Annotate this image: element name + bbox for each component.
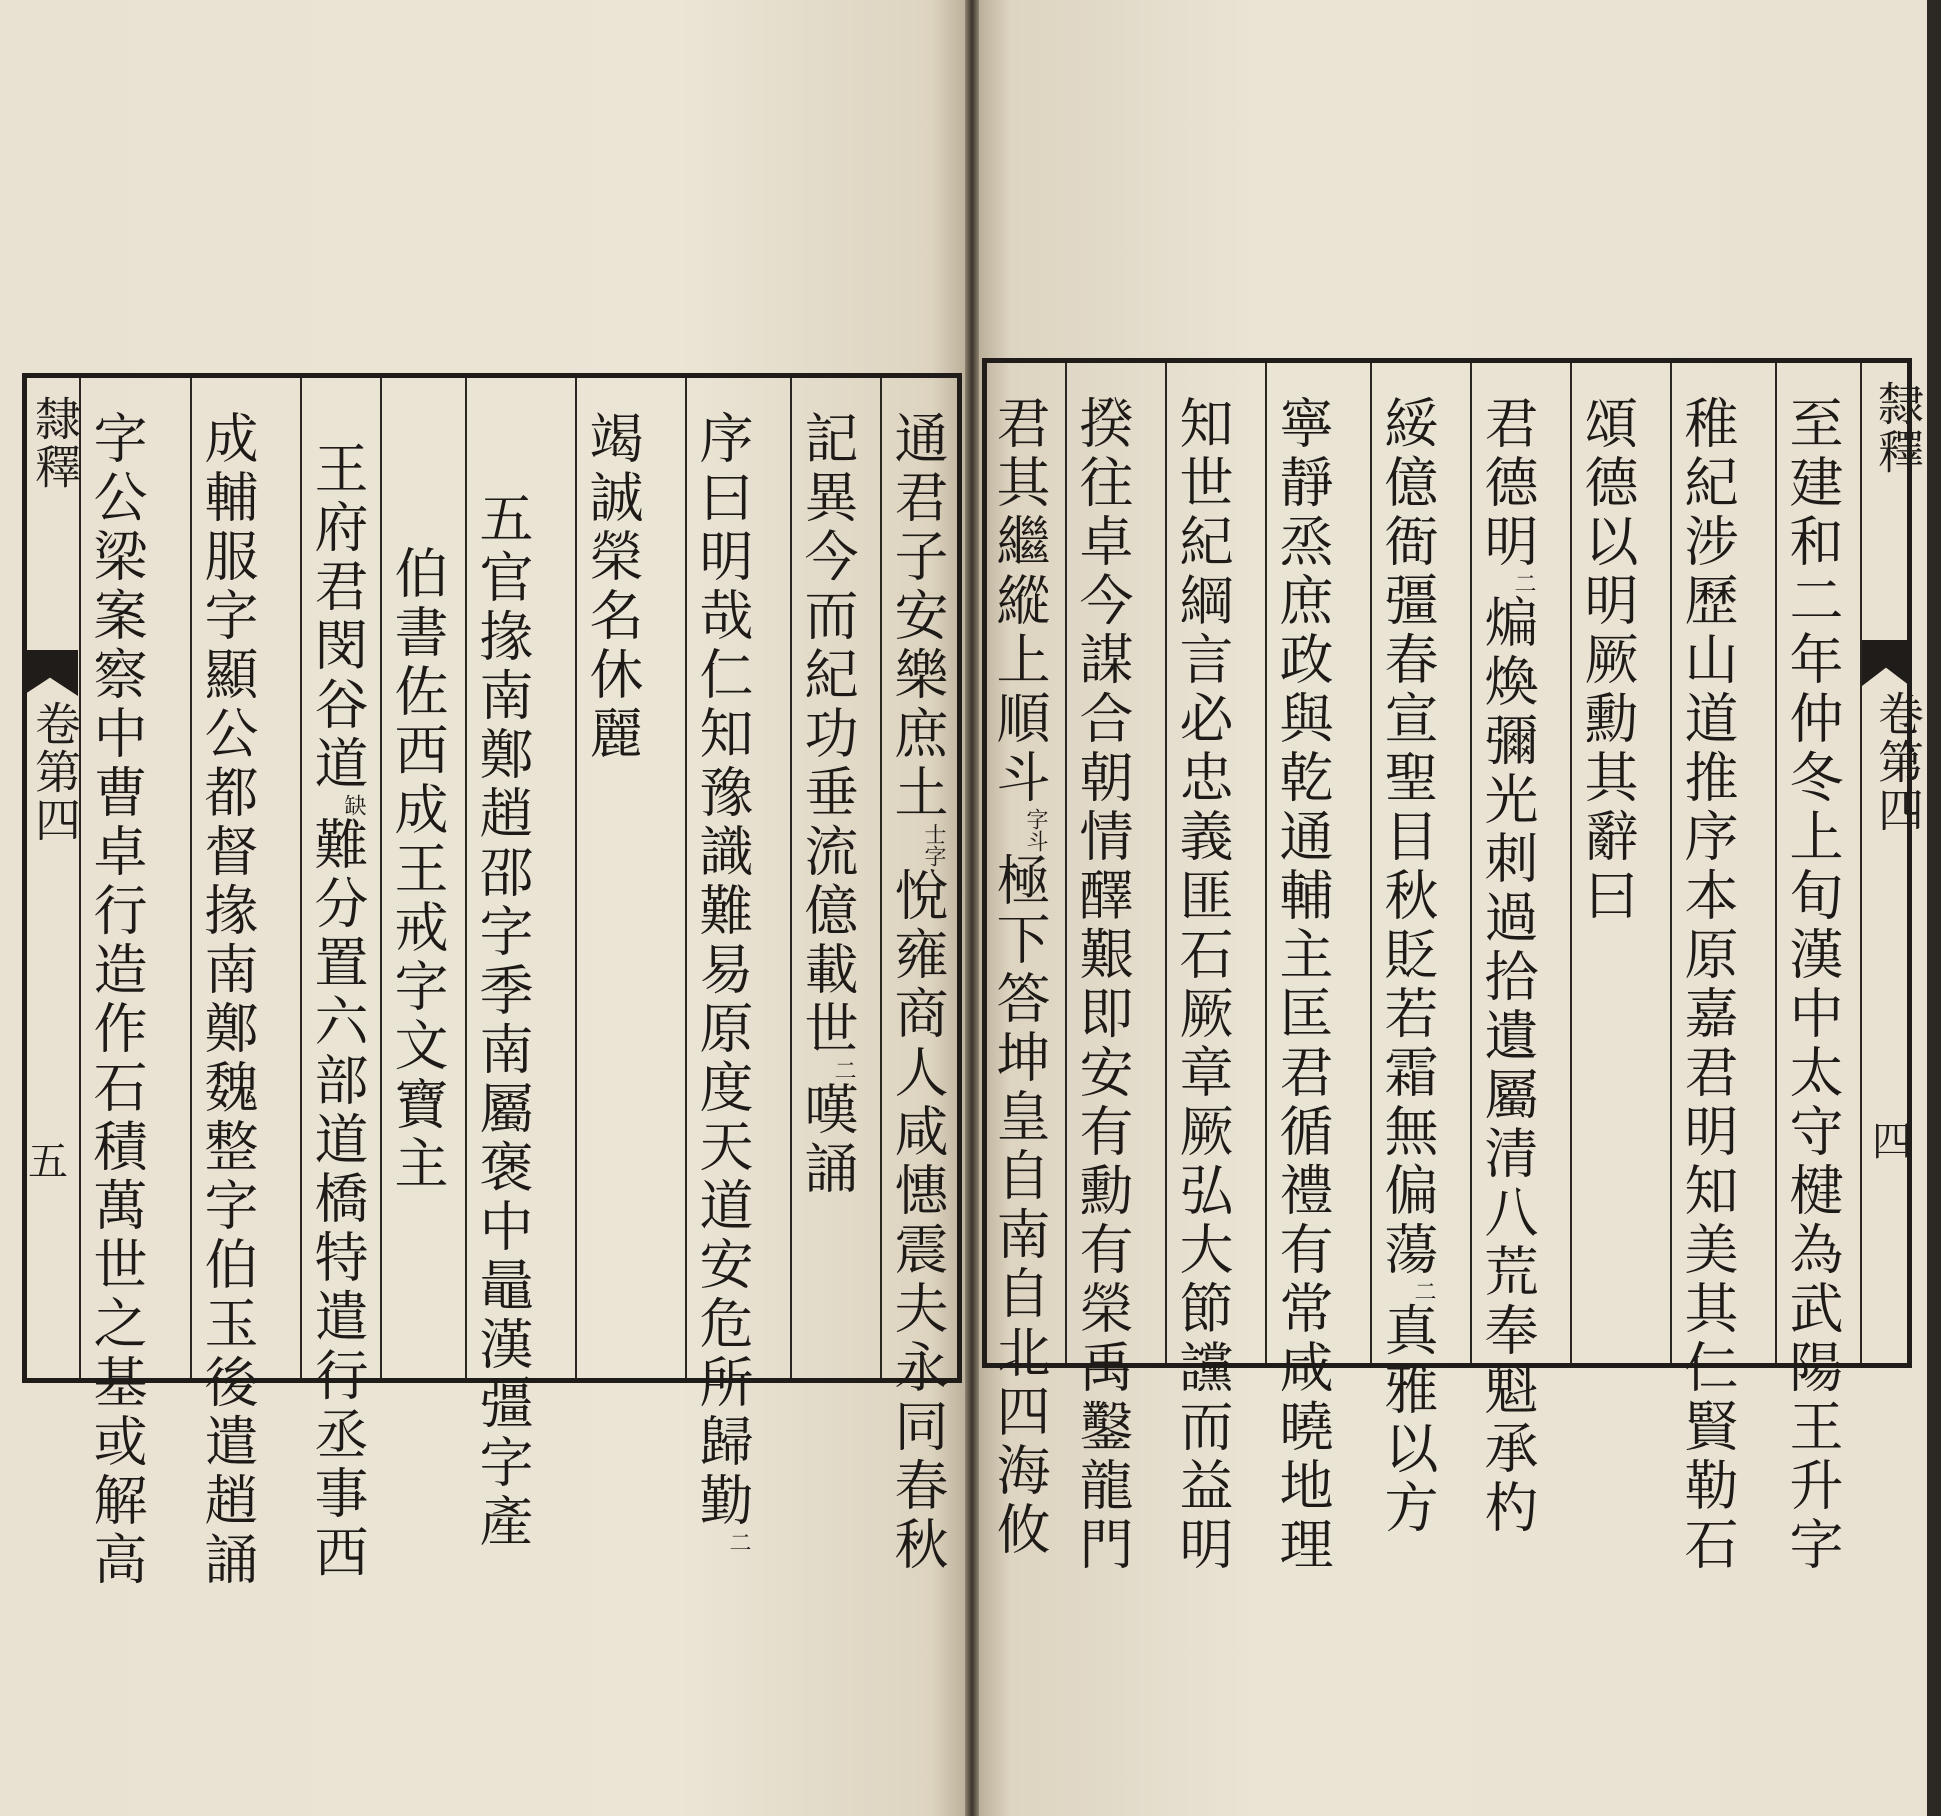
- right-page-number: 四: [1872, 1119, 1912, 1165]
- left-column-1: 通君子安樂庶土$^{士字}$悅雍商人咸憓震夫永同春秋: [886, 410, 949, 1575]
- right-column-9: 君其繼縱上順斗$^{字斗}$極下答坤皇自南自北四海攸: [988, 395, 1051, 1560]
- book-spine: [965, 0, 979, 1816]
- right-column-8: 揆往卓今謀合朝情醳艱即安有勳有榮禹鑿龍門: [1071, 395, 1134, 1575]
- right-column-1: 至建和二年仲冬上旬漢中太守楗為武陽王升字: [1781, 395, 1844, 1575]
- left-column-4: 竭誠榮名休麗: [581, 410, 644, 764]
- left-column-8: 成輔服字顯公都督掾南鄭魏整字伯玉後遣趙誦: [196, 410, 259, 1590]
- left-column-9: 字公梁案察中曹卓行造作石積萬世之基或解高: [85, 410, 148, 1590]
- right-column-4: 君德明$^二$煸煥彌光刺過拾遺屬清八荒奉魁承杓: [1476, 395, 1539, 1538]
- right-column-3: 頌德以明厥勳其辭曰: [1576, 395, 1639, 926]
- right-column-2: 稚紀涉歷山道推序本原嘉君明知美其仁賢勒石: [1676, 395, 1739, 1575]
- right-margin-volume: 卷第四: [1871, 690, 1925, 834]
- right-margin-title: 隸釋: [1871, 380, 1925, 476]
- left-page-number: 五: [28, 1139, 68, 1185]
- left-margin-volume: 卷第四: [28, 700, 82, 844]
- right-column-7: 知世紀綱言必忠義匪石厥章厥弘大節讜而益明: [1171, 395, 1234, 1575]
- left-column-2: 記異今而紀功垂流億載世$^二$嘆誦: [796, 410, 859, 1199]
- left-margin-title: 隸釋: [28, 395, 82, 491]
- left-column-6: 伯書佐西成王戒字文寶主: [386, 545, 449, 1194]
- left-column-7: 王府君閔谷道$^缺$難分置六部道橋特遣行丞事西: [306, 440, 369, 1583]
- left-column-3: 序曰明哉仁知豫識難易原度天道安危所歸勤$^二$: [691, 410, 754, 1553]
- right-column-5: 綏億衙彊春宣聖目秋貶若霜無偏蕩$^二$真雅以方: [1376, 395, 1439, 1538]
- right-column-6: 寧靜烝庶政與乾通輔主匡君循禮有常咸曉地理: [1271, 395, 1334, 1575]
- left-column-5: 五官掾南鄭趙邵字季南屬褒中鼂漢彊字產: [471, 490, 534, 1552]
